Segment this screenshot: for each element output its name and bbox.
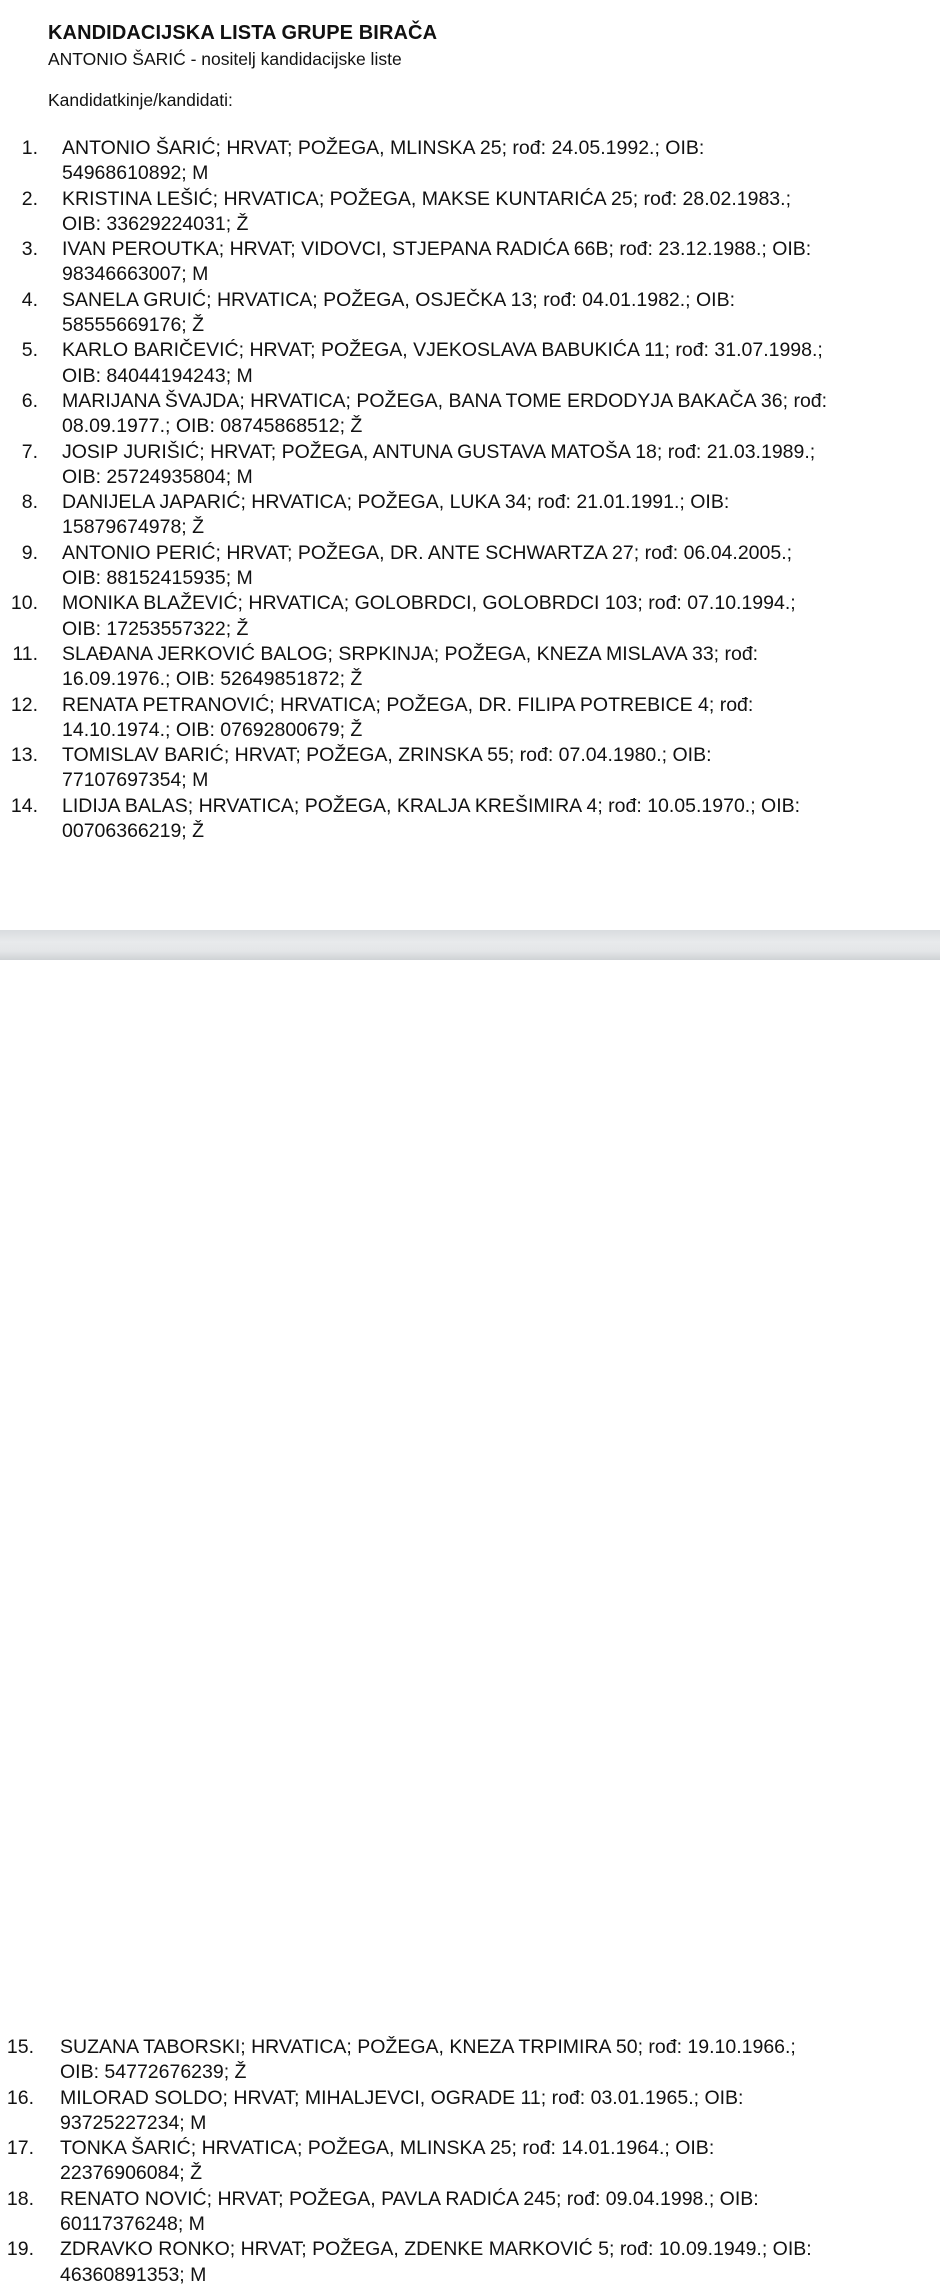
candidate-list-page-1 — [0, 136, 922, 844]
candidate-details-line-2: 14.10.1974.; OIB: 07692800679; Ž — [62, 718, 363, 741]
candidate-details-line-2: OIB: 33629224031; Ž — [62, 212, 249, 235]
candidate-number: 15. — [6, 2036, 34, 2058]
candidate-details-line-1: ANTONIO PERIĆ; HRVAT; POŽEGA, DR. ANTE SCHWARTZA 27; rođ: 06.04.2005.; — [62, 541, 793, 564]
candidate-item — [0, 187, 922, 238]
candidate-number: 12. — [10, 693, 38, 716]
candidate-item — [0, 591, 922, 642]
candidate-details-line-1: IVAN PEROUTKA; HRVAT; VIDOVCI, STJEPANA RADIĆA 66B; rođ: 23.12.1988.; OIB: — [62, 238, 812, 261]
candidate-list-page-2 — [0, 2035, 920, 2288]
candidate-details-line-2: OIB: 84044194243; M — [62, 364, 253, 387]
candidate-details-line-2: 22376906084; Ž — [60, 2162, 203, 2185]
candidate-details-line-1: LIDIJA BALAS; HRVATICA; POŽEGA, KRALJA KREŠIMIRA 4; rođ: 10.05.1970.; OIB: — [62, 794, 801, 817]
candidate-number: 3. — [21, 238, 38, 261]
candidate-details-line-2: 77107697354; M — [62, 769, 209, 792]
candidate-number: 17. — [6, 2137, 34, 2160]
candidate-item — [0, 2035, 920, 2086]
candidate-details-line-2: 60117376248; M — [60, 2213, 205, 2236]
candidate-item — [0, 2237, 920, 2288]
candidate-item — [0, 642, 922, 693]
page-break-divider — [0, 930, 940, 960]
candidate-number: 19. — [6, 2238, 34, 2261]
document-title: KANDIDACIJSKA LISTA GRUPE BIRAČA — [48, 22, 438, 44]
candidate-details-line-2: 98346663007; M — [62, 263, 209, 286]
candidate-number: 9. — [21, 541, 38, 564]
candidate-item — [0, 794, 922, 845]
candidate-details-line-1: SUZANA TABORSKI; HRVATICA; POŽEGA, KNEZA TRPIMIRA 50; rođ: 19.10.1966.; — [60, 2036, 796, 2058]
candidate-item — [0, 2187, 920, 2238]
candidate-details-line-1: JOSIP JURIŠIĆ; HRVAT; POŽEGA, ANTUNA GUSTAVA MATOŠA 18; rođ: 21.03.1989.; — [62, 440, 816, 463]
candidate-item — [0, 2136, 920, 2187]
candidate-item — [0, 136, 922, 187]
candidate-item — [0, 288, 922, 339]
document-subtitle: ANTONIO ŠARIĆ - nositelj kandidacijske liste — [48, 49, 402, 69]
document-page-2 — [0, 960, 940, 2286]
candidate-number: 13. — [10, 744, 38, 767]
candidate-item — [0, 693, 922, 744]
candidate-item — [0, 338, 922, 389]
candidate-item — [0, 541, 922, 592]
candidate-details-line-1: SLAĐANA JERKOVIĆ BALOG; SRPKINJA; POŽEGA, KNEZA MISLAVA 33; rođ: — [62, 642, 759, 665]
candidate-details-line-1: ZDRAVKO RONKO; HRVAT; POŽEGA, ZDENKE MARKOVIĆ 5; rođ: 10.09.1949.; OIB: — [60, 2238, 812, 2261]
candidate-details-line-2: OIB: 17253557322; Ž — [62, 617, 249, 640]
candidate-number: 18. — [6, 2187, 34, 2210]
document-page-1 — [0, 0, 940, 930]
candidate-details-line-2: 00706366219; Ž — [62, 820, 205, 843]
candidate-number: 14. — [10, 794, 38, 817]
candidate-details-line-1: KRISTINA LEŠIĆ; HRVATICA; POŽEGA, MAKSE KUNTARIĆA 25; rođ: 28.02.1983.; — [62, 187, 791, 210]
candidate-number: 16. — [6, 2086, 34, 2109]
candidate-details-line-1: RENATA PETRANOVIĆ; HRVATICA; POŽEGA, DR. FILIPA POTREBICE 4; rođ: — [62, 693, 754, 716]
candidate-number: 8. — [21, 491, 38, 514]
candidate-details-line-2: 16.09.1976.; OIB: 52649851872; Ž — [62, 668, 363, 691]
candidate-details-line-1: MARIJANA ŠVAJDA; HRVATICA; POŽEGA, BANA TOME ERDODYJA BAKAČA 36; rođ: — [62, 389, 828, 412]
candidate-details-line-2: 93725227234; M — [60, 2111, 207, 2134]
candidate-number: 7. — [21, 440, 38, 463]
candidate-number: 6. — [21, 389, 38, 412]
candidate-details-line-1: KARLO BARIČEVIĆ; HRVAT; POŽEGA, VJEKOSLAVA BABUKIĆA 11; rođ: 31.07.1998.; — [62, 339, 823, 362]
candidate-number: 10. — [10, 592, 38, 615]
candidate-details-line-1: DANIJELA JAPARIĆ; HRVATICA; POŽEGA, LUKA 34; rođ: 21.01.1991.; OIB: — [62, 491, 730, 514]
candidate-number: 4. — [21, 288, 38, 311]
candidate-number: 1. — [21, 137, 38, 159]
candidate-item — [0, 237, 922, 288]
candidate-details-line-2: 08.09.1977.; OIB: 08745868512; Ž — [62, 415, 363, 438]
candidate-details-line-2: OIB: 25724935804; M — [62, 465, 253, 488]
candidate-details-line-2: 46360891353; M — [60, 2263, 207, 2286]
candidate-details-line-2: 15879674978; Ž — [62, 516, 205, 539]
candidate-number: 2. — [21, 187, 38, 210]
candidate-details-line-1: MILORAD SOLDO; HRVAT; MIHALJEVCI, OGRADE 11; rođ: 03.01.1965.; OIB: — [60, 2086, 744, 2109]
candidate-details-line-1: TOMISLAV BARIĆ; HRVAT; POŽEGA, ZRINSKA 55; rođ: 07.04.1980.; OIB: — [62, 744, 712, 767]
candidate-item — [0, 743, 922, 794]
candidate-details-line-1: ANTONIO ŠARIĆ; HRVAT; POŽEGA, MLINSKA 25; rođ: 24.05.1992.; OIB: — [62, 137, 705, 159]
candidate-number: 11. — [12, 642, 38, 665]
candidate-details-line-2: OIB: 54772676239; Ž — [60, 2061, 247, 2084]
candidate-item — [0, 2086, 920, 2137]
candidate-details-line-1: TONKA ŠARIĆ; HRVATICA; POŽEGA, MLINSKA 25; rođ: 14.01.1964.; OIB: — [60, 2137, 715, 2160]
candidate-details-line-1: RENATO NOVIĆ; HRVAT; POŽEGA, PAVLA RADIĆA 245; rođ: 09.04.1998.; OIB: — [60, 2187, 759, 2210]
candidate-details-line-2: 58555669176; Ž — [62, 314, 205, 337]
candidate-details-line-1: SANELA GRUIĆ; HRVATICA; POŽEGA, OSJEČKA 13; rođ: 04.01.1982.; OIB: — [62, 288, 736, 311]
candidate-item — [0, 490, 922, 541]
candidate-details-line-2: OIB: 88152415935; M — [62, 567, 253, 590]
candidate-number: 5. — [21, 339, 38, 362]
candidate-details-line-2: 54968610892; M — [62, 162, 209, 185]
candidate-item — [0, 440, 922, 491]
candidates-heading: Kandidatkinje/kandidati: — [48, 90, 233, 110]
candidate-details-line-1: MONIKA BLAŽEVIĆ; HRVATICA; GOLOBRDCI, GOLOBRDCI 103; rođ: 07.10.1994.; — [62, 592, 796, 615]
candidate-item — [0, 389, 922, 440]
